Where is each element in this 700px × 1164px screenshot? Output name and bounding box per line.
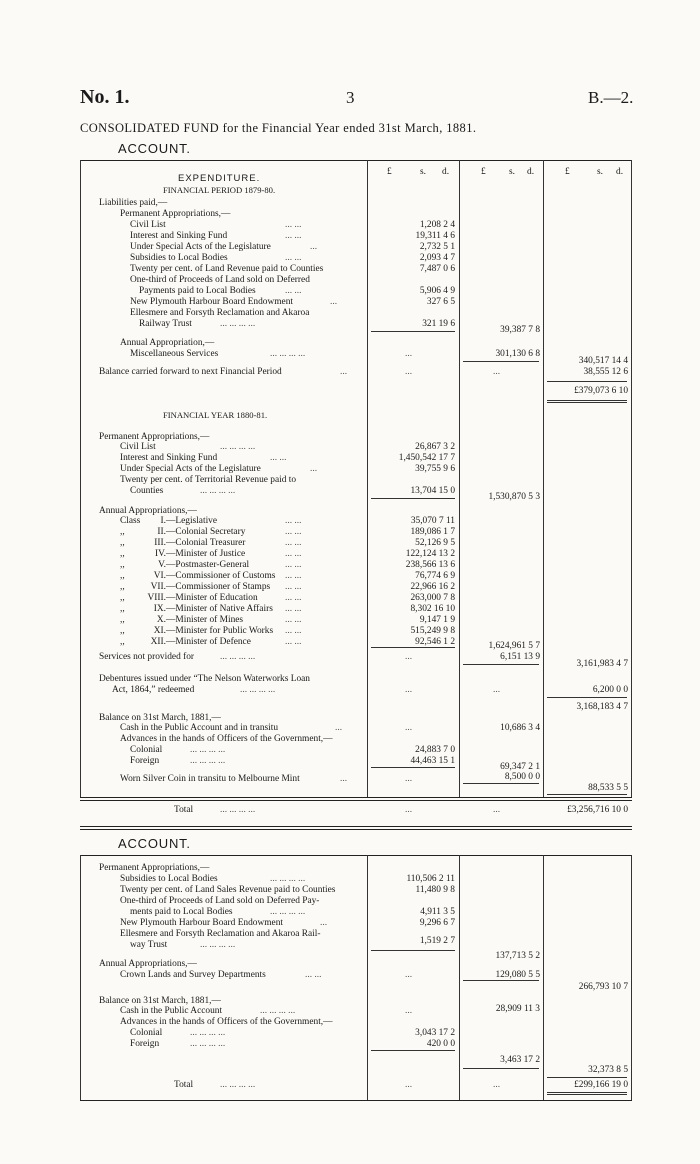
subtotal-amount: 3,161,983 4 7 — [576, 659, 628, 669]
col-pounds-header: £ — [565, 167, 570, 177]
leader-dots: ... — [310, 242, 318, 252]
table-right-border — [631, 160, 632, 798]
amount: 129,080 5 5 — [495, 970, 540, 980]
leader-dots: ... — [405, 774, 413, 784]
amount: 321 19 6 — [422, 319, 455, 329]
line-label: Civil List — [130, 220, 166, 230]
amount: 39,755 9 6 — [415, 464, 455, 474]
class-prefix: ,, — [120, 626, 125, 636]
class-prefix: Class — [120, 516, 141, 526]
subtotal-amount: 1,530,870 5 3 — [488, 492, 540, 502]
class-prefix: ,, — [120, 571, 125, 581]
total-rule — [547, 402, 627, 403]
leader-dots: ... ... — [285, 253, 302, 263]
amount: 19,311 4 6 — [415, 231, 455, 241]
line-label: One-third of Proceeds of Land sold on Deferred — [130, 275, 310, 285]
class-label: —Minister of Justice — [166, 549, 246, 559]
amount: 52,126 9 5 — [415, 538, 455, 548]
leader-dots: ... — [405, 652, 413, 662]
col-shillings-header: s. — [597, 167, 603, 177]
line-label: Ellesmere and Forsyth Reclamation and Akaroa Rail- — [120, 929, 321, 939]
column-divider — [367, 160, 368, 798]
table-bottom-rule — [80, 1100, 632, 1101]
line-label: New Plymouth Harbour Board Endowment — [120, 918, 283, 928]
subtotal-rule — [547, 697, 627, 698]
leader-dots: ... ... ... ... — [220, 805, 256, 815]
column-divider — [543, 855, 544, 1100]
annual-appropriations-label: Annual Appropriations,— — [99, 506, 197, 516]
line-label: Twenty per cent. of Territorial Revenue paid to — [120, 475, 297, 485]
table-bottom-rule-double — [80, 829, 632, 830]
total-rule — [547, 1077, 627, 1078]
leader-dots: ... ... ... ... — [220, 442, 256, 452]
line-label: Civil List — [120, 442, 156, 452]
leader-dots: ... ... ... ... — [190, 1028, 226, 1038]
leader-dots: ... — [405, 367, 413, 377]
cash-label: Cash in the Public Account and in transitu — [120, 723, 279, 733]
permanent-appropriations-label: Permanent Appropriations,— — [120, 209, 231, 219]
amount: 3,043 17 2 — [415, 1028, 455, 1038]
subtotal-rule — [371, 767, 455, 768]
class-prefix: ,, — [120, 637, 125, 647]
amount: 1,450,542 17 7 — [398, 453, 455, 463]
line-label: Interest and Sinking Fund — [120, 453, 218, 463]
leader-dots: ... ... — [285, 604, 302, 614]
line-label: Under Special Acts of the Legislature — [130, 242, 271, 252]
leader-dots: ... ... — [285, 560, 302, 570]
account-heading-2: ACCOUNT. — [118, 836, 191, 851]
amount: 24,883 7 0 — [415, 745, 455, 755]
subtotal-rule — [463, 783, 539, 784]
table-top-rule — [80, 160, 632, 161]
leader-dots: ... ... — [285, 626, 302, 636]
class-numeral: IV. — [154, 549, 166, 559]
amount: 6,151 13 9 — [500, 652, 540, 662]
col-pence-header: d. — [442, 167, 450, 177]
class-numeral: VI. — [153, 571, 166, 581]
class-numeral: III. — [154, 538, 166, 548]
leader-dots: ... ... — [285, 582, 302, 592]
permanent-appropriations-label: Permanent Appropriations,— — [99, 863, 210, 873]
advances-label: Advances in the hands of Officers of the Government,— — [120, 1017, 333, 1027]
subtotal-rule — [463, 980, 539, 981]
class-prefix: ,, — [120, 560, 125, 570]
subtotal-rule — [463, 664, 539, 665]
leader-dots: ... — [405, 805, 413, 815]
subtotal-amount: 3,168,183 4 7 — [576, 702, 628, 712]
amount: 4,911 3 5 — [420, 907, 455, 917]
amount: 10,686 3 4 — [500, 723, 540, 733]
col-shillings-header: s. — [420, 167, 426, 177]
subtotal-amount: 88,533 5 5 — [588, 783, 628, 793]
amount: 122,124 13 2 — [405, 549, 455, 559]
line-label: One-third of Proceeds of Land sold on Deferred Pay- — [120, 896, 320, 906]
line-label: Twenty per cent. of Land Revenue paid to Counties — [130, 264, 324, 274]
amount: 110,506 2 11 — [406, 874, 455, 884]
leader-dots: ... ... — [270, 453, 287, 463]
col-pounds-header: £ — [387, 167, 392, 177]
period-heading: FINANCIAL PERIOD 1879-80. — [163, 185, 276, 195]
class-label: —Minister of Native Affairs — [166, 604, 273, 614]
leader-dots: ... ... — [285, 593, 302, 603]
leader-dots: ... ... — [285, 615, 302, 625]
leader-dots: ... ... ... ... — [220, 319, 256, 329]
class-label: —Minister of Defence — [166, 637, 251, 647]
line-label-continued: Counties — [130, 486, 164, 496]
col-pence-header: d. — [616, 167, 624, 177]
class-prefix: ,, — [120, 582, 125, 592]
leader-dots: ... — [493, 685, 501, 695]
class-numeral: IX. — [153, 604, 166, 614]
leader-dots: ... ... ... ... — [200, 486, 236, 496]
class-label: —Minister for Public Works — [166, 626, 274, 636]
subtotal-rule — [371, 1050, 455, 1051]
line-label: Twenty per cent. of Land Sales Revenue paid to Counties — [120, 885, 336, 895]
leader-dots: ... ... — [285, 527, 302, 537]
document-code: B.—2. — [588, 88, 634, 107]
leader-dots: ... — [405, 723, 413, 733]
amount: 38,555 12 6 — [583, 367, 628, 377]
crown-lands-label: Crown Lands and Survey Departments — [120, 970, 266, 980]
amount: 5,906 4 9 — [419, 286, 455, 296]
col-pence-header: d. — [527, 167, 535, 177]
class-numeral: X. — [156, 615, 166, 625]
column-divider — [459, 855, 460, 1100]
grand-total: £3,256,716 10 0 — [567, 805, 628, 815]
leader-dots: ... — [405, 1006, 413, 1016]
balance-label: Balance on 31st March, 1881,— — [99, 713, 221, 723]
liabilities-label: Liabilities paid,— — [99, 198, 168, 208]
period-total: £379,073 6 10 — [574, 386, 628, 396]
subtotal-amount: 39,387 7 8 — [500, 325, 540, 335]
class-prefix: ,, — [120, 593, 125, 603]
line-label: Ellesmere and Forsyth Reclamation and Akaroa — [130, 308, 310, 318]
line-label: New Plymouth Harbour Board Endowment — [130, 297, 293, 307]
expenditure-heading: EXPENDITURE. — [178, 173, 261, 184]
annual-appropriation-label: Annual Appropriation,— — [120, 338, 215, 348]
debentures-label-continued: Act, 1864,” redeemed — [112, 685, 195, 695]
leader-dots: ... ... — [285, 220, 302, 230]
leader-dots: ... ... — [285, 538, 302, 548]
class-label: —Minister of Mines — [166, 615, 244, 625]
leader-dots: ... ... ... ... — [190, 756, 226, 766]
balance-forward-label: Balance carried forward to next Financial Period — [99, 367, 282, 377]
leader-dots: ... ... ... ... — [220, 652, 256, 662]
class-numeral: V. — [158, 560, 166, 570]
debentures-label: Debentures issued under “The Nelson Waterworks Loan — [99, 674, 310, 684]
class-label: —Commissioner of Stamps — [166, 582, 271, 592]
amount: 35,070 7 11 — [410, 516, 455, 526]
col-pounds-header: £ — [481, 167, 486, 177]
amount: 189,086 1 7 — [410, 527, 455, 537]
amount: 22,966 16 2 — [410, 582, 455, 592]
leader-dots: ... — [405, 970, 413, 980]
line-label-continued: Payments paid to Local Bodies — [139, 286, 256, 296]
amount: 7,487 0 6 — [419, 264, 455, 274]
table-left-border — [80, 855, 81, 1100]
total-label: Total — [174, 1080, 194, 1090]
leader-dots: ... ... ... ... — [200, 940, 236, 950]
table-top-rule — [80, 855, 632, 856]
class-numeral: I. — [160, 516, 166, 526]
class-numeral: VII. — [150, 582, 166, 592]
foreign-label: Foreign — [130, 756, 160, 766]
colonial-label: Colonial — [130, 1028, 163, 1038]
class-numeral: XII. — [150, 637, 166, 647]
line-label: Under Special Acts of the Legislature — [120, 464, 261, 474]
leader-dots: ... ... — [285, 571, 302, 581]
amount: 11,480 9 8 — [415, 885, 455, 895]
leader-dots: ... — [340, 367, 348, 377]
page-number-label: No. 1. — [80, 86, 130, 108]
subtotal-rule — [371, 950, 455, 951]
subtotal-amount: 137,713 5 2 — [495, 951, 540, 961]
amount: 1,519 2 7 — [419, 936, 455, 946]
amount: 263,000 7 8 — [410, 593, 455, 603]
class-prefix: ,, — [120, 615, 125, 625]
services-label: Services not provided for — [99, 652, 195, 662]
leader-dots: ... ... — [285, 549, 302, 559]
subtotal-amount: 69,347 2 1 — [500, 762, 540, 772]
leader-dots: ... — [493, 805, 501, 815]
leader-dots: ... — [335, 723, 343, 733]
amount: 28,909 11 3 — [495, 1004, 540, 1014]
line-label: Subsidies to Local Bodies — [120, 874, 218, 884]
class-numeral: II. — [157, 527, 166, 537]
subtotal-rule — [371, 498, 455, 499]
silver-coin-label: Worn Silver Coin in transitu to Melbourne Mint — [120, 774, 300, 784]
page-folio: 3 — [346, 88, 355, 107]
leader-dots: ... — [330, 297, 338, 307]
class-label: —Postmaster-General — [166, 560, 250, 570]
amount: 238,566 13 6 — [405, 560, 455, 570]
leader-dots: ... ... ... ... — [220, 1080, 256, 1090]
table-right-border — [631, 855, 632, 1100]
permanent-appropriations-label: Permanent Appropriations,— — [99, 432, 210, 442]
amount: 9,147 1 9 — [419, 615, 455, 625]
subtotal-rule — [371, 647, 455, 648]
class-label: —Commissioner of Customs — [166, 571, 276, 581]
leader-dots: ... — [405, 349, 413, 359]
class-prefix: ,, — [120, 527, 125, 537]
amount: 327 6 5 — [426, 297, 455, 307]
subtotal-amount: 3,463 17 2 — [500, 1055, 540, 1065]
year-heading: FINANCIAL YEAR 1880-81. — [163, 410, 268, 420]
subtotal-rule — [463, 361, 539, 362]
line-label-continued: way Trust — [130, 940, 168, 950]
page-title: CONSOLIDATED FUND for the Financial Year ended 31st March, 1881. — [80, 121, 477, 135]
table-bottom-rule — [80, 826, 632, 827]
class-prefix: ,, — [120, 604, 125, 614]
amount: 8,302 16 10 — [410, 604, 455, 614]
table-bottom-rule-double — [80, 800, 632, 801]
total-rule — [547, 794, 627, 795]
grand-total: £299,166 19 0 — [574, 1080, 628, 1090]
amount: 6,200 0 0 — [592, 685, 628, 695]
leader-dots: ... — [405, 685, 413, 695]
leader-dots: ... ... ... ... — [260, 1006, 296, 1016]
total-rule — [547, 1094, 627, 1095]
subtotal-rule — [371, 331, 455, 332]
leader-dots: ... ... — [285, 286, 302, 296]
subtotal-amount: 266,793 10 7 — [578, 982, 628, 992]
leader-dots: ... ... ... ... — [190, 745, 226, 755]
leader-dots: ... — [493, 367, 501, 377]
leader-dots: ... ... ... ... — [270, 907, 306, 917]
leader-dots: ... ... ... ... — [190, 1039, 226, 1049]
amount: 76,774 6 9 — [415, 571, 455, 581]
amount: 2,093 4 7 — [419, 253, 455, 263]
subtotal-amount: 1,624,961 5 7 — [488, 641, 540, 651]
amount: 2,732 5 1 — [419, 242, 455, 252]
total-rule — [547, 400, 627, 401]
leader-dots: ... — [320, 918, 328, 928]
leader-dots: ... ... — [285, 516, 302, 526]
cash-label: Cash in the Public Account — [120, 1006, 223, 1016]
class-label: —Minister of Education — [166, 593, 258, 603]
misc-services-label: Miscellaneous Services — [130, 349, 219, 359]
column-divider — [543, 160, 544, 798]
class-label: —Legislative — [166, 516, 218, 526]
annual-appropriations-label: Annual Appropriations,— — [99, 959, 197, 969]
leader-dots: ... ... — [285, 231, 302, 241]
class-label: —Colonial Secretary — [166, 527, 246, 537]
class-label: —Colonial Treasurer — [166, 538, 246, 548]
leader-dots: ... — [340, 774, 348, 784]
leader-dots: ... — [310, 464, 318, 474]
amount: 9,296 6 7 — [419, 918, 455, 928]
account-heading: ACCOUNT. — [118, 141, 191, 156]
colonial-label: Colonial — [130, 745, 163, 755]
amount: 515,249 9 8 — [410, 626, 455, 636]
class-numeral: XI. — [153, 626, 166, 636]
total-label: Total — [174, 805, 194, 815]
amount: 8,500 0 0 — [504, 772, 540, 782]
leader-dots: ... — [493, 1080, 501, 1090]
column-divider — [367, 855, 368, 1100]
leader-dots: ... ... ... ... — [240, 685, 276, 695]
leader-dots: ... ... — [305, 970, 322, 980]
subtotal-rule — [463, 1068, 539, 1069]
advances-label: Advances in the hands of Officers of the Government,— — [120, 734, 333, 744]
table-left-border — [80, 160, 81, 798]
col-shillings-header: s. — [509, 167, 515, 177]
class-prefix: ,, — [120, 549, 125, 559]
amount: 13,704 15 0 — [410, 486, 455, 496]
table-bottom-rule — [80, 797, 632, 798]
class-prefix: ,, — [120, 538, 125, 548]
amount: 420 0 0 — [426, 1039, 455, 1049]
total-rule — [547, 1092, 627, 1093]
amount: 26,867 3 2 — [415, 442, 455, 452]
column-divider — [459, 160, 460, 798]
leader-dots: ... — [405, 1080, 413, 1090]
line-label: Interest and Sinking Fund — [130, 231, 228, 241]
amount: 92,546 1 2 — [415, 637, 455, 647]
amount: 1,208 2 4 — [419, 220, 455, 230]
subtotal-amount: 340,517 14 4 — [578, 356, 628, 366]
amount: 44,463 15 1 — [410, 756, 455, 766]
class-numeral: VIII. — [147, 593, 166, 603]
line-label-continued: ments paid to Local Bodies — [130, 907, 233, 917]
total-rule — [547, 381, 627, 382]
amount: 301,130 6 8 — [495, 349, 540, 359]
line-label-continued: Railway Trust — [139, 319, 192, 329]
foreign-label: Foreign — [130, 1039, 160, 1049]
leader-dots: ... ... ... ... — [270, 874, 306, 884]
line-label: Subsidies to Local Bodies — [130, 253, 228, 263]
leader-dots: ... ... ... ... — [270, 349, 306, 359]
subtotal-amount: 32,373 8 5 — [588, 1065, 628, 1075]
leader-dots: ... ... — [285, 637, 302, 647]
balance-label: Balance on 31st March, 1881,— — [99, 996, 221, 1006]
